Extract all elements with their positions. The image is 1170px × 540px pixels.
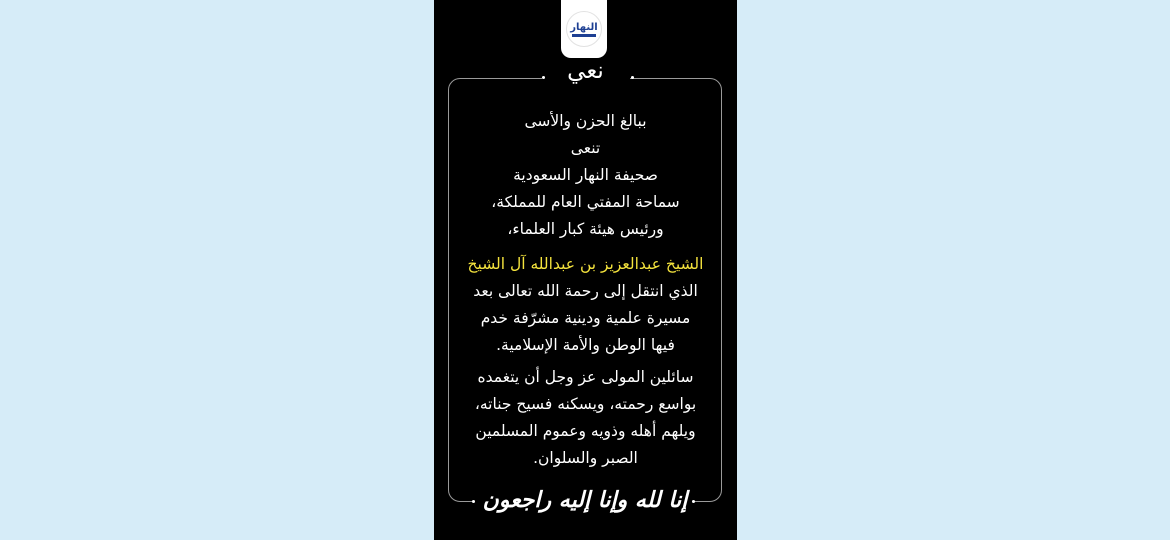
obituary-card	[434, 0, 737, 540]
text-line: مسيرة علمية ودينية مشرّفة خدم	[480, 309, 691, 327]
text-line: الذي انتقل إلى رحمة الله تعالى بعد	[473, 282, 698, 300]
logo-tab	[561, 0, 607, 58]
calligraphy-inscription: إنا لله وإنا إليه راجعون	[482, 487, 688, 513]
page-title: نعي	[567, 58, 604, 84]
text-line: ببالغ الحزن والأسى	[524, 112, 647, 130]
obituary-text	[450, 108, 721, 472]
text-line: ورئيس هيئة كبار العلماء،	[507, 220, 664, 238]
text-line: بواسع رحمته، ويسكنه فسيح جناته،	[474, 395, 697, 413]
text-line: الصبر والسلوان.	[533, 449, 638, 467]
text-line: فيها الوطن والأمة الإسلامية.	[496, 336, 675, 354]
text-line: سائلين المولى عز وجل أن يتغمده	[477, 368, 694, 386]
text-line: تنعى	[570, 139, 601, 157]
spacer	[450, 243, 721, 251]
alnahar-logo	[566, 11, 602, 47]
text-line: صحيفة النهار السعودية	[513, 166, 658, 184]
logo-bar	[572, 34, 596, 37]
frame-dot-bottom-left	[472, 500, 475, 503]
deceased-name: الشيخ عبدالعزيز بن عبدالله آل الشيخ	[467, 255, 704, 273]
text-line: سماحة المفتي العام للمملكة،	[491, 193, 680, 211]
logo-text: النهار	[570, 21, 598, 33]
frame-dot-bottom-right	[692, 500, 695, 503]
text-line: ويلهم أهله وذويه وعموم المسلمين	[475, 422, 696, 440]
